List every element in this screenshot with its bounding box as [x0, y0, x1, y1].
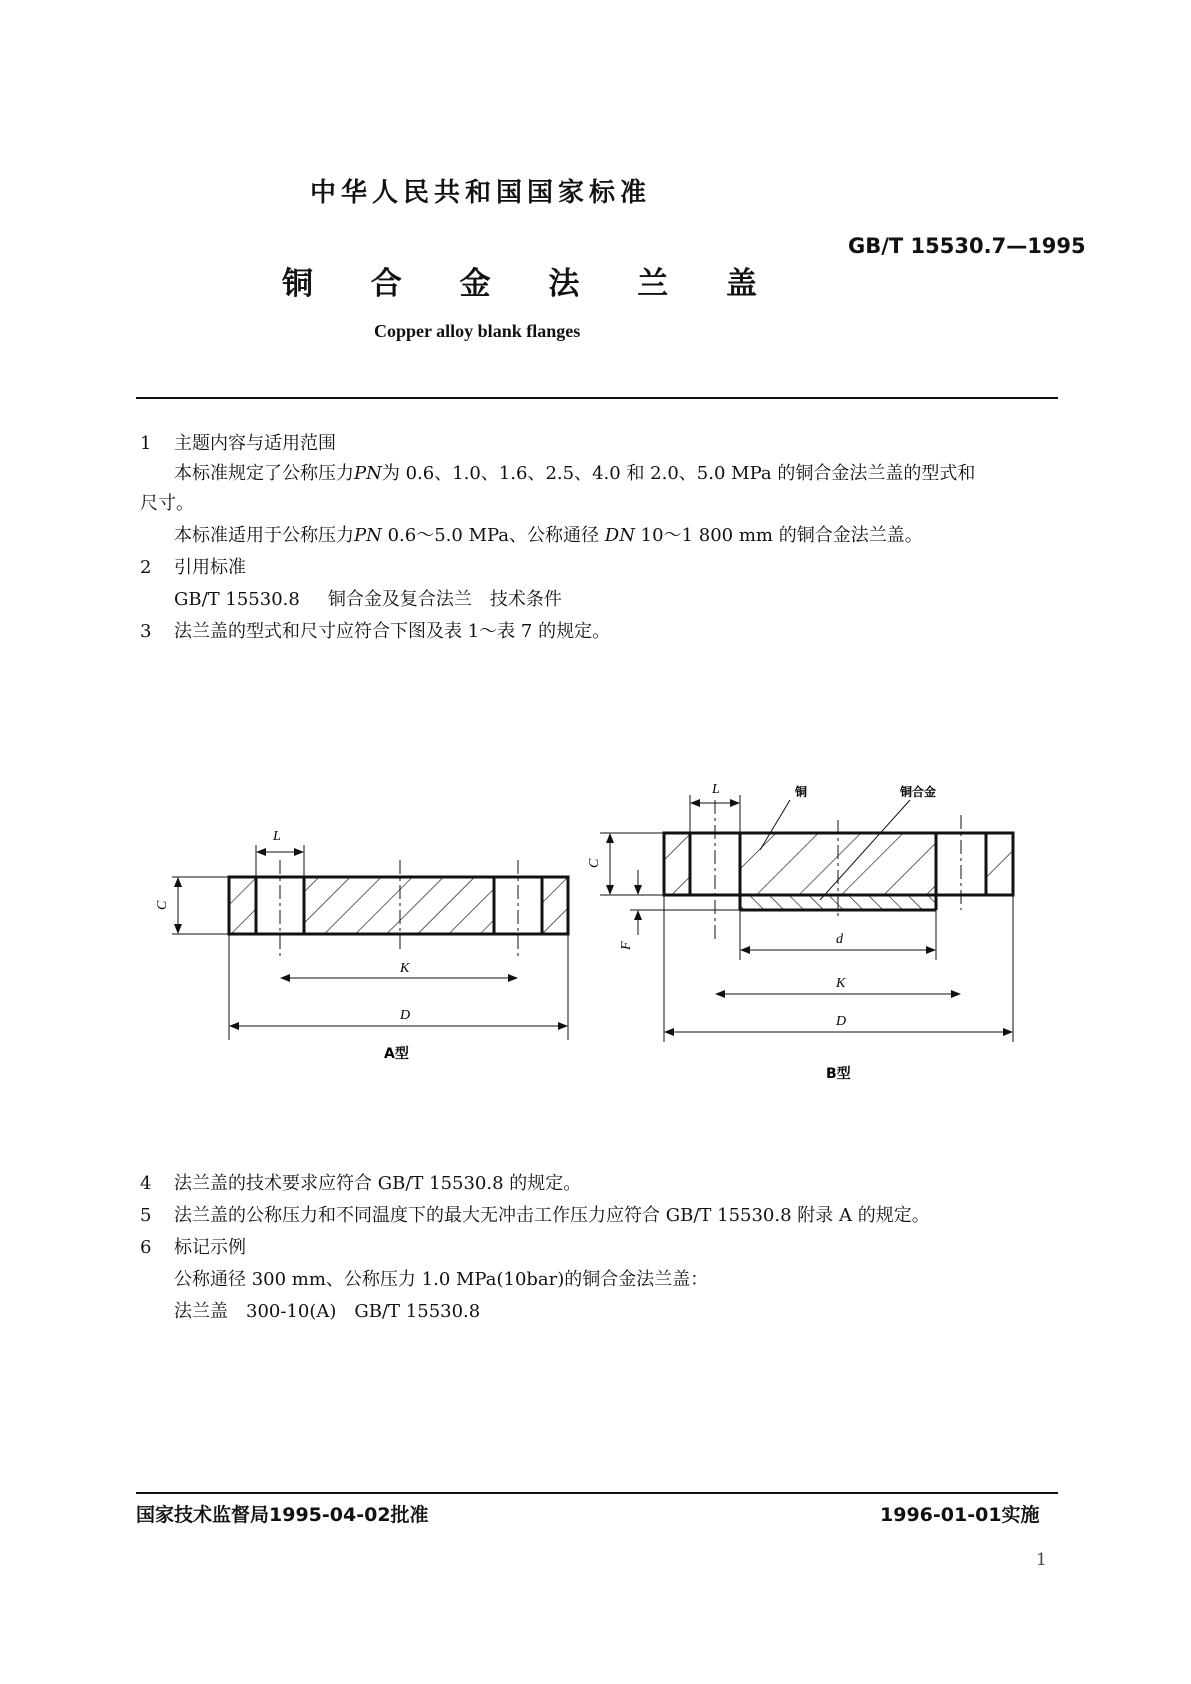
type-b-label-l: L: [712, 782, 720, 797]
approval-date: 国家技术监督局1995-04-02批准: [136, 1504, 429, 1526]
type-b-label-d-small: d: [836, 932, 843, 947]
type-a-label-d: D: [400, 1008, 411, 1023]
section-4: 4 法兰盖的技术要求应符合 GB/T 15530.8 的规定。: [140, 1173, 582, 1194]
type-b-label-c: C: [587, 858, 602, 868]
flange-figure: [0, 760, 1191, 1090]
type-a-label-c: C: [155, 900, 170, 910]
type-a-caption: A型: [384, 1046, 409, 1062]
section-1-paragraph-1: 本标准规定了公称压力PN为 0.6、1.0、1.6、2.5、4.0 和 2.0、5.0 MPa 的铜合金法兰盖的型式和: [174, 463, 976, 484]
english-title: Copper alloy blank flanges: [374, 321, 581, 341]
section-5: 5 法兰盖的公称压力和不同温度下的最大无冲击工作压力应符合 GB/T 15530.8 附录 A 的规定。: [140, 1205, 930, 1226]
marking-example-description: 公称通径 300 mm、公称压力 1.0 MPa(10bar)的铜合金法兰盖：: [174, 1269, 709, 1290]
type-b-label-copper: 铜: [795, 785, 808, 799]
type-b-label-k: K: [836, 976, 846, 991]
header-divider: [136, 397, 1058, 399]
type-b-drawing: [600, 795, 1013, 1042]
type-a-label-l: L: [273, 829, 281, 844]
type-b-label-copper-alloy: 铜合金: [900, 785, 937, 799]
section-1-heading: 1 主题内容与适用范围: [140, 433, 336, 454]
section-1-paragraph-1-cont: 尺寸。: [140, 493, 194, 514]
footer-divider: [136, 1492, 1058, 1494]
section-1-paragraph-2: 本标准适用于公称压力PN 0.6～5.0 MPa、公称通径 DN 10～1 800 mm 的铜合金法兰盖。: [174, 525, 923, 546]
type-b-caption: B型: [826, 1066, 851, 1082]
type-b-label-f: F: [619, 941, 634, 950]
effective-date: 1996-01-01实施: [880, 1504, 1040, 1526]
section-3: 3 法兰盖的型式和尺寸应符合下图及表 1～表 7 的规定。: [140, 621, 611, 642]
type-b-label-d: D: [836, 1014, 847, 1029]
document-title: [282, 258, 757, 303]
title-char: 金: [459, 266, 491, 302]
marking-example: 法兰盖 300-10(A) GB/T 15530.8: [174, 1301, 481, 1322]
type-a-drawing: [172, 845, 568, 1040]
title-char: 铜: [282, 266, 313, 302]
national-standard-title: 中华人民共和国国家标准: [310, 178, 652, 208]
section-6-heading: 6 标记示例: [140, 1237, 246, 1258]
title-char: 盖: [725, 266, 757, 302]
title-char: 兰: [637, 266, 669, 302]
section-2-heading: 2 引用标准: [140, 557, 246, 578]
standard-code: GB/T 15530.7—1995: [848, 234, 1086, 258]
type-a-label-k: K: [400, 961, 410, 976]
page-number: 1: [1036, 1550, 1047, 1570]
title-char: 合: [370, 266, 402, 302]
section-2-reference: GB/T 15530.8 铜合金及复合法兰 技术条件: [174, 589, 562, 610]
title-char: 法: [548, 266, 580, 302]
